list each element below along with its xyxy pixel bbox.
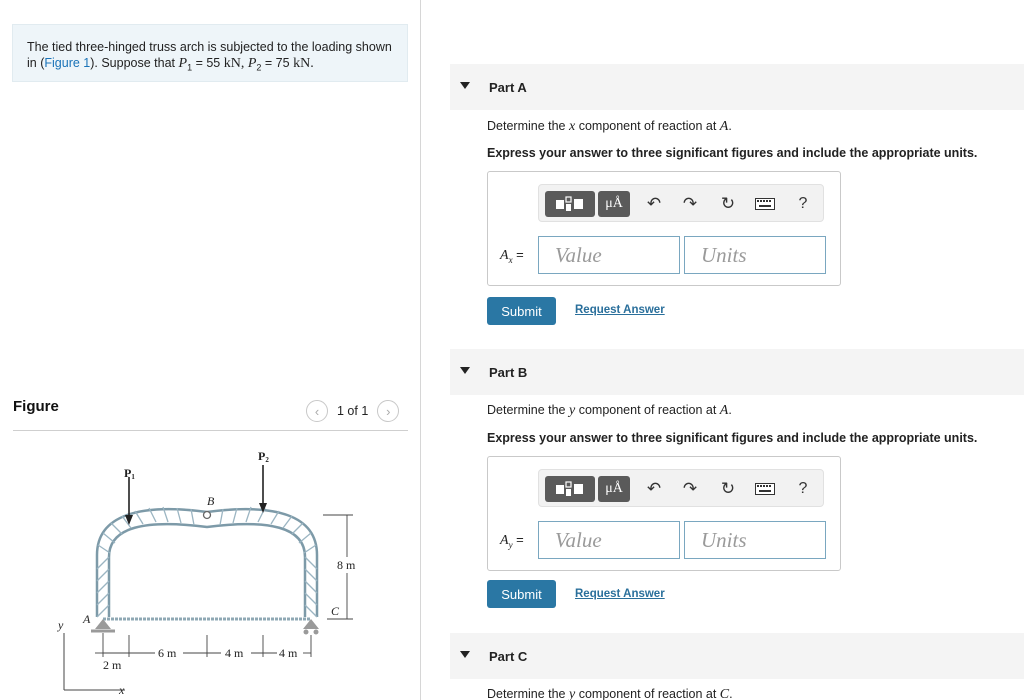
p1-unit: kN, bbox=[223, 56, 245, 71]
figure-divider bbox=[13, 430, 408, 431]
figure-title: Figure bbox=[13, 398, 59, 415]
part-a-prompt-var: x bbox=[569, 119, 576, 134]
prev-figure-button[interactable] bbox=[306, 400, 328, 422]
keyboard-icon bbox=[755, 483, 775, 495]
label-axis-x: x bbox=[119, 683, 125, 697]
templates-icon bbox=[555, 196, 585, 212]
templates-icon bbox=[555, 481, 585, 497]
help-icon: ? bbox=[798, 480, 808, 497]
redo-icon: ↷ bbox=[682, 479, 698, 498]
column-divider bbox=[420, 0, 421, 700]
part-a-prompt bbox=[487, 119, 732, 135]
units-button[interactable] bbox=[598, 476, 630, 502]
truss-web-members bbox=[97, 507, 317, 617]
part-a-answer-eq: = bbox=[516, 247, 524, 262]
undo-icon: ↶ bbox=[646, 479, 662, 498]
p2-unit: kN. bbox=[293, 56, 314, 71]
part-a-submit-button[interactable]: Submit bbox=[487, 297, 556, 325]
part-b-value-input[interactable]: Value bbox=[538, 521, 680, 559]
part-c-prompt bbox=[487, 687, 733, 700]
part-b-prompt-end: . bbox=[728, 403, 732, 417]
part-a-prompt-point: A bbox=[719, 119, 729, 134]
units-symbol: μÅ bbox=[605, 196, 623, 211]
label-p1: P1 bbox=[124, 466, 135, 481]
part-a-answer-var: A bbox=[500, 248, 509, 263]
redo-button[interactable] bbox=[679, 478, 701, 500]
part-b-answer-box bbox=[487, 456, 841, 571]
part-c-header[interactable] bbox=[450, 633, 1024, 679]
reset-button[interactable] bbox=[717, 478, 739, 500]
next-figure-button[interactable] bbox=[377, 400, 399, 422]
part-b-prompt-pre: Determine the bbox=[487, 403, 566, 417]
keyboard-icon bbox=[755, 198, 775, 210]
part-a-value-input[interactable]: Value bbox=[538, 236, 680, 274]
part-c-label: Part C bbox=[489, 648, 528, 664]
p2-value: = 75 bbox=[264, 56, 290, 70]
part-a-instruction: Express your answer to three significant figures and include the appropriate units. bbox=[487, 146, 978, 160]
label-c: C bbox=[331, 604, 340, 618]
part-a-prompt-post: component of reaction at bbox=[578, 119, 717, 133]
templates-button[interactable] bbox=[545, 191, 595, 217]
part-c-prompt-pre: Determine the bbox=[487, 687, 566, 700]
part-b-prompt-post: component of reaction at bbox=[578, 403, 717, 417]
reset-icon: ↻ bbox=[720, 479, 736, 498]
figure-counter: 1 of 1 bbox=[337, 404, 369, 418]
p2-symbol: P bbox=[247, 56, 257, 71]
label-height: 8 m bbox=[337, 558, 356, 572]
units-symbol: μÅ bbox=[605, 481, 623, 496]
units-button[interactable] bbox=[598, 191, 630, 217]
part-a-units-input[interactable]: Units bbox=[684, 236, 826, 274]
part-a-answer-box bbox=[487, 171, 841, 286]
part-a-header[interactable] bbox=[450, 64, 1024, 110]
redo-button[interactable] bbox=[679, 193, 701, 215]
part-a-answer-label bbox=[500, 247, 524, 265]
p2-sub: 2 bbox=[256, 62, 262, 73]
label-dim-4m-1: 4 m bbox=[225, 646, 244, 660]
roller-2 bbox=[314, 630, 319, 635]
part-a-prompt-pre: Determine the bbox=[487, 119, 566, 133]
part-b-toolbar bbox=[538, 469, 824, 507]
part-a-prompt-end: . bbox=[728, 119, 732, 133]
templates-button[interactable] bbox=[545, 476, 595, 502]
p1-symbol: P bbox=[178, 56, 188, 71]
undo-icon: ↶ bbox=[646, 194, 662, 213]
undo-button[interactable] bbox=[643, 478, 665, 500]
reset-icon: ↻ bbox=[720, 194, 736, 213]
part-b-label: Part B bbox=[489, 364, 528, 380]
part-b-instruction: Express your answer to three significant figures and include the appropriate units. bbox=[487, 431, 978, 445]
truss-arch-figure bbox=[55, 445, 385, 700]
part-b-answer-var: A bbox=[500, 533, 509, 548]
load-p1-head bbox=[125, 515, 133, 525]
help-button[interactable] bbox=[792, 478, 814, 500]
problem-statement bbox=[12, 24, 408, 82]
help-button[interactable] bbox=[792, 193, 814, 215]
caret-down-icon bbox=[460, 82, 470, 89]
keyboard-button[interactable] bbox=[753, 193, 777, 215]
part-b-request-answer-link[interactable]: Request Answer bbox=[575, 588, 665, 600]
part-c-prompt-point: C bbox=[719, 687, 730, 700]
part-b-header[interactable] bbox=[450, 349, 1024, 395]
part-b-submit-button[interactable]: Submit bbox=[487, 580, 556, 608]
roller-1 bbox=[304, 630, 309, 635]
arch-inner-chord bbox=[109, 524, 305, 617]
part-c-prompt-post: component of reaction at bbox=[578, 687, 717, 700]
label-dim-2m: 2 m bbox=[103, 658, 122, 672]
part-a-label: Part A bbox=[489, 79, 527, 95]
p1-sub: 1 bbox=[187, 62, 193, 73]
part-b-answer-label bbox=[500, 532, 524, 550]
part-c-prompt-end: . bbox=[729, 687, 733, 700]
part-b-prompt-point: A bbox=[719, 403, 729, 418]
help-icon: ? bbox=[798, 195, 808, 212]
p1-value: = 55 bbox=[195, 56, 221, 70]
reset-button[interactable] bbox=[717, 193, 739, 215]
label-b: B bbox=[207, 494, 215, 508]
left-panel bbox=[0, 0, 420, 700]
redo-icon: ↷ bbox=[682, 194, 698, 213]
part-a-toolbar bbox=[538, 184, 824, 222]
caret-down-icon bbox=[460, 651, 470, 658]
figure-navigation bbox=[306, 400, 399, 422]
label-axis-y: y bbox=[58, 618, 64, 632]
arch-outer-chord bbox=[97, 509, 317, 617]
chevron-right-icon: › bbox=[386, 403, 391, 419]
keyboard-button[interactable] bbox=[753, 478, 777, 500]
hinge-b bbox=[204, 512, 211, 519]
caret-down-icon bbox=[460, 367, 470, 374]
part-b-answer-sub: y bbox=[508, 539, 513, 550]
part-b-prompt-var: y bbox=[569, 403, 576, 418]
part-a-request-answer-link[interactable]: Request Answer bbox=[575, 304, 665, 316]
part-b-units-input[interactable]: Units bbox=[684, 521, 826, 559]
label-p2: P2 bbox=[258, 449, 269, 464]
part-b-prompt bbox=[487, 403, 732, 419]
label-a: A bbox=[83, 612, 91, 626]
part-c-prompt-var: y bbox=[569, 687, 576, 700]
label-dim-4m-2: 4 m bbox=[279, 646, 298, 660]
chevron-left-icon: ‹ bbox=[314, 403, 320, 419]
part-b-answer-eq: = bbox=[516, 532, 524, 547]
label-dim-6m: 6 m bbox=[158, 646, 177, 660]
part-a-answer-sub: x bbox=[508, 254, 513, 265]
undo-button[interactable] bbox=[643, 193, 665, 215]
figure-link[interactable]: Figure 1 bbox=[44, 56, 91, 70]
problem-text-pre: The tied three-hinged truss arch is subjected to the loading shown in ( bbox=[27, 40, 392, 70]
problem-text-post: ). Suppose that bbox=[90, 56, 176, 70]
